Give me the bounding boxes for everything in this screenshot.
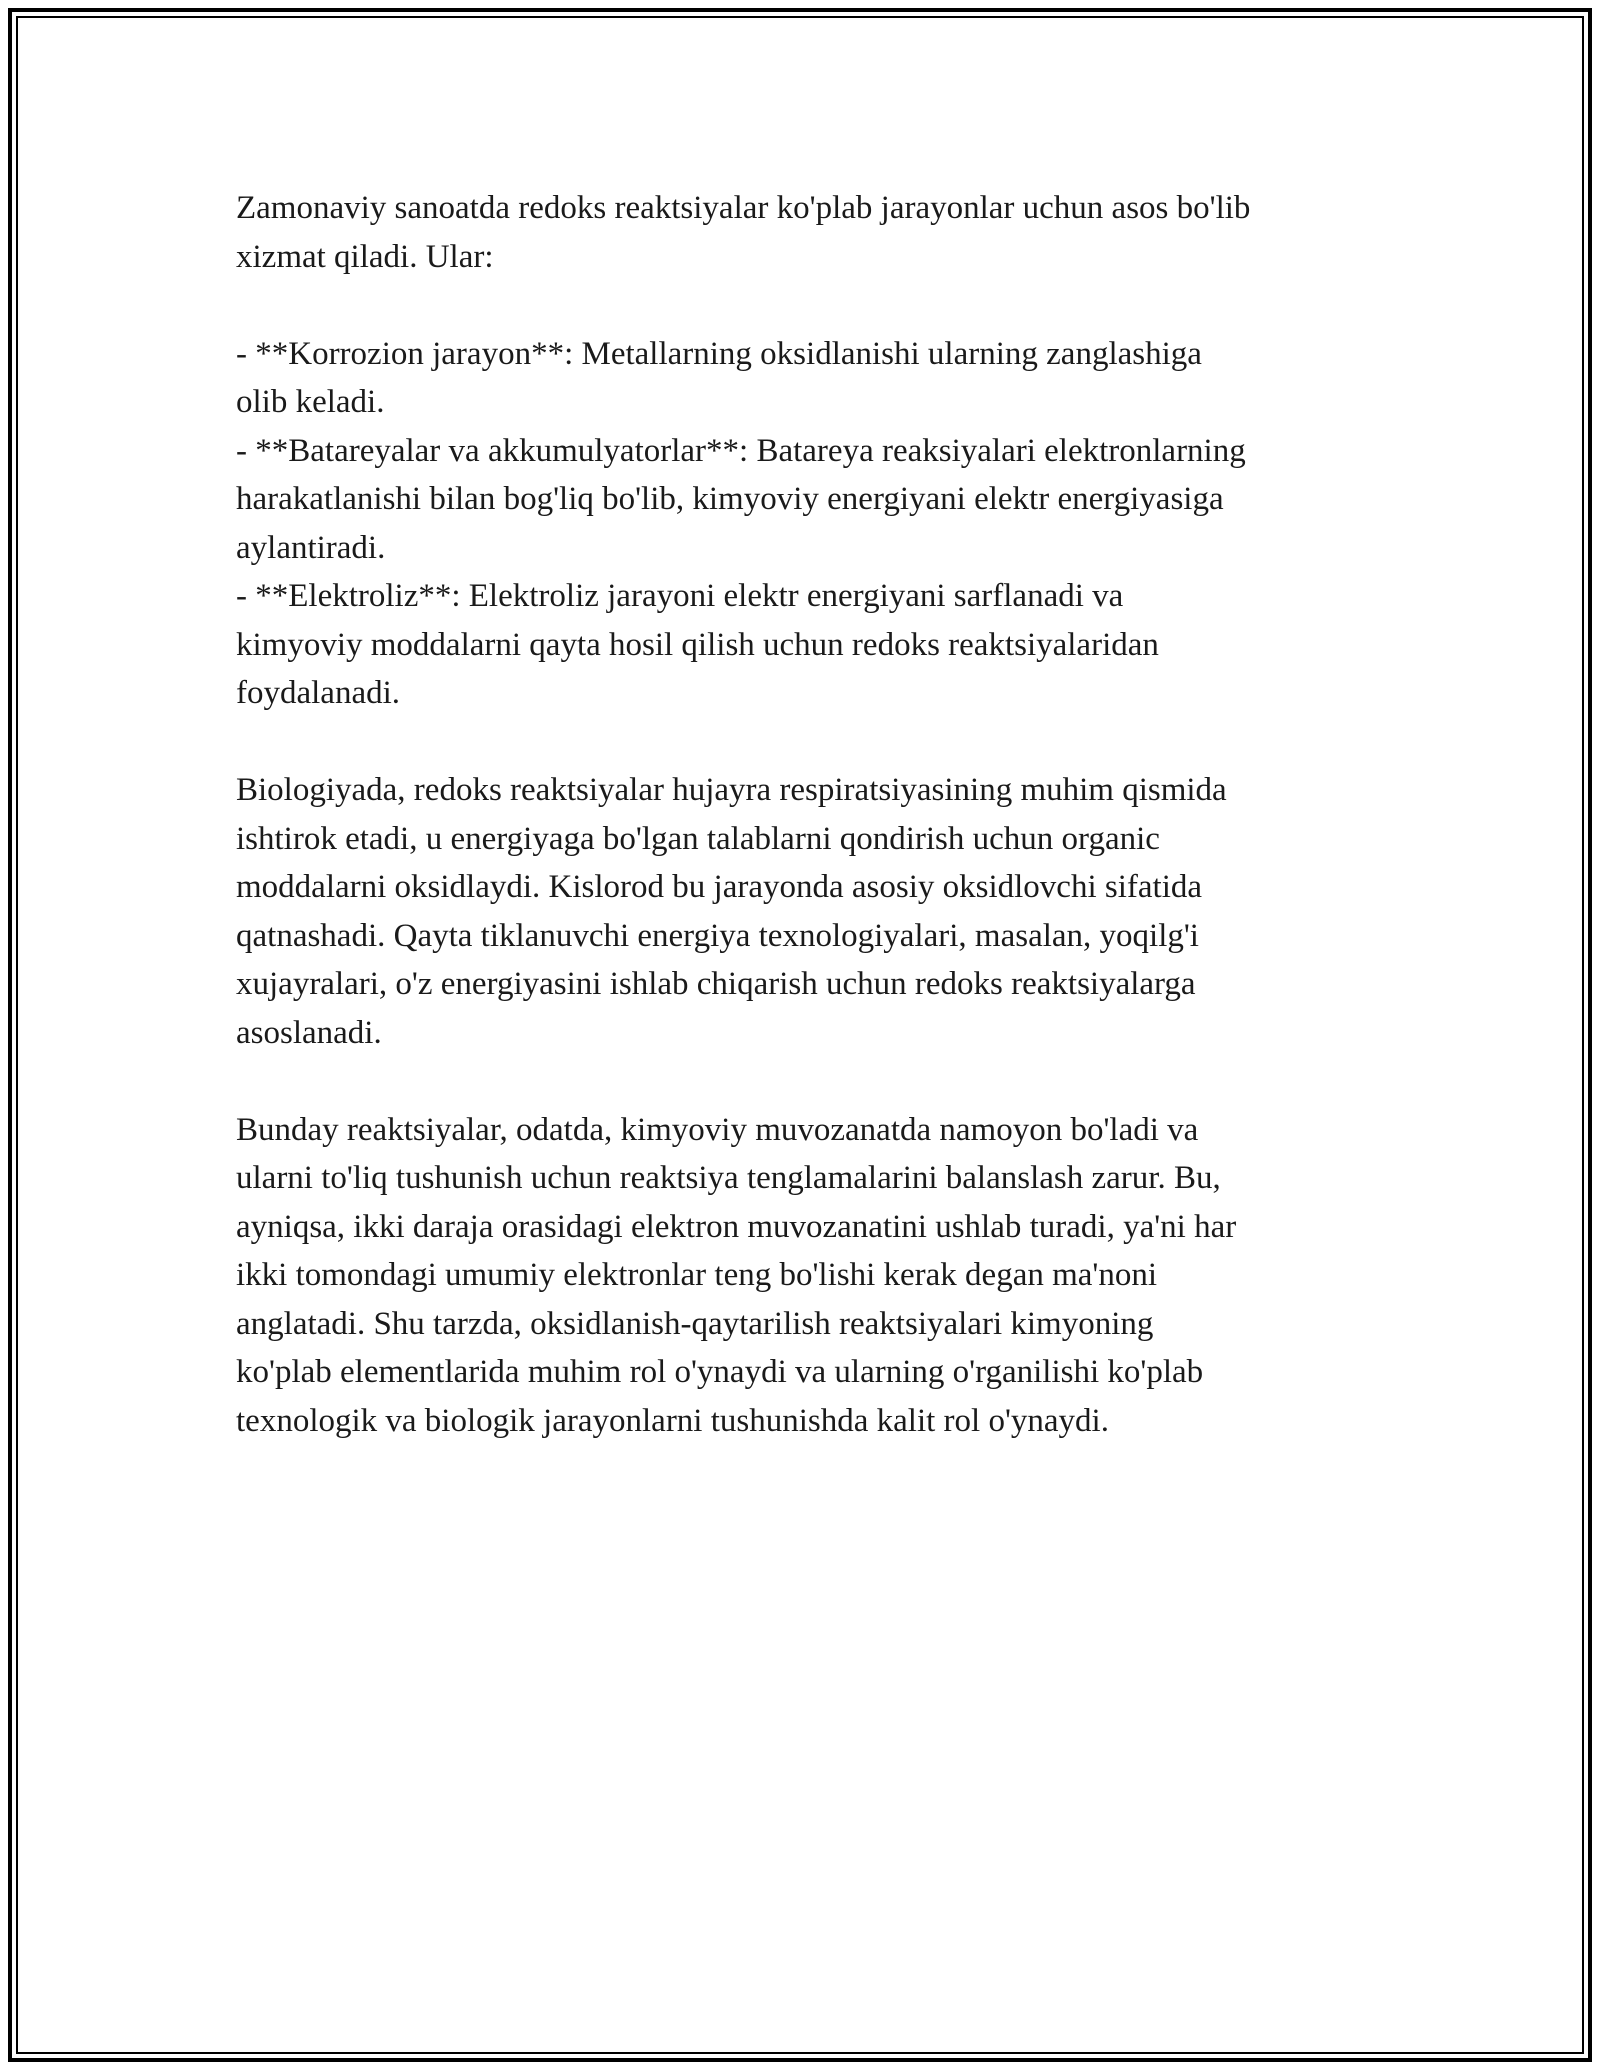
text-line: Bunday reaktsiyalar, odatda, kimyoviy muvozanatda namoyon bo'ladi va bbox=[236, 1111, 1199, 1148]
text-line: - **Korrozion jarayon**: Metallarning oksidlanishi ularning zanglashiga bbox=[236, 335, 1202, 372]
text-line: harakatlanishi bilan bog'liq bo'lib, kimyoviy energiyani elektr energiyasiga bbox=[236, 481, 1224, 517]
text-line: aylantiradi. bbox=[236, 529, 386, 566]
list-item-corrosion bbox=[236, 330, 1376, 427]
text-line: moddalarni oksidlaydi. Kislorod bu jarayonda asosiy oksidlovchi sifatida bbox=[236, 869, 1203, 905]
text-line: texnologik va biologik jarayonlarni tushunishda kalit rol o'ynaydi. bbox=[236, 1402, 1109, 1439]
text-line: asoslanadi. bbox=[236, 1014, 382, 1051]
list-item-electrolysis bbox=[236, 572, 1376, 718]
text-line: ularni to'liq tushunish uchun reaktsiya tenglamalarini balanslash zarur. Bu, bbox=[236, 1160, 1221, 1196]
paragraph-gap bbox=[236, 1057, 1376, 1106]
text-line: xizmat qiladi. Ular: bbox=[236, 238, 494, 275]
text-line: - **Batareyalar va akkumulyatorlar**: Batareya reaksiyalari elektronlarning bbox=[236, 432, 1246, 469]
text-line: ayniqsa, ikki daraja orasidagi elektron muvozanatini ushlab turadi, ya'ni har bbox=[236, 1208, 1237, 1245]
text-line: kimyoviy moddalarni qayta hosil qilish uchun redoks reaktsiyalaridan bbox=[236, 626, 1159, 663]
text-line: ikki tomondagi umumiy elektronlar teng bo'lishi kerak degan ma'noni bbox=[236, 1257, 1158, 1293]
text-line: olib keladi. bbox=[236, 384, 385, 420]
text-line: xujayralari, o'z energiyasini ishlab chiqarish uchun redoks reaktsiyalarga bbox=[236, 966, 1196, 1002]
text-line: ko'plab elementlarida muhim rol o'ynaydi va ularning o'rganilishi ko'plab bbox=[236, 1354, 1204, 1390]
intro-paragraph bbox=[236, 184, 1376, 281]
applications-list bbox=[236, 330, 1376, 718]
document-body bbox=[236, 184, 1376, 1445]
paragraph-gap bbox=[236, 281, 1376, 330]
text-line: Zamonaviy sanoatda redoks reaktsiyalar ko'plab jarayonlar uchun asos bo'lib bbox=[236, 190, 1251, 226]
text-line: anglatadi. Shu tarzda, oksidlanish-qaytarilish reaktsiyalari kimyoning bbox=[236, 1305, 1154, 1342]
text-line: qatnashadi. Qayta tiklanuvchi energiya texnologiyalari, masalan, yoqilg'i bbox=[236, 917, 1199, 954]
text-line: foydalanadi. bbox=[236, 675, 401, 711]
paragraph-gap bbox=[236, 718, 1376, 767]
text-line: - **Elektroliz**: Elektroliz jarayoni elektr energiyani sarflanadi va bbox=[236, 578, 1124, 614]
text-line: Biologiyada, redoks reaktsiyalar hujayra respiratsiyasining muhim qismida bbox=[236, 772, 1227, 808]
text-line: ishtirok etadi, u energiyaga bo'lgan talablarni qondirish uchun organic bbox=[236, 820, 1160, 857]
list-item-batteries bbox=[236, 427, 1376, 573]
biology-paragraph bbox=[236, 766, 1376, 1057]
equilibrium-paragraph bbox=[236, 1106, 1376, 1446]
